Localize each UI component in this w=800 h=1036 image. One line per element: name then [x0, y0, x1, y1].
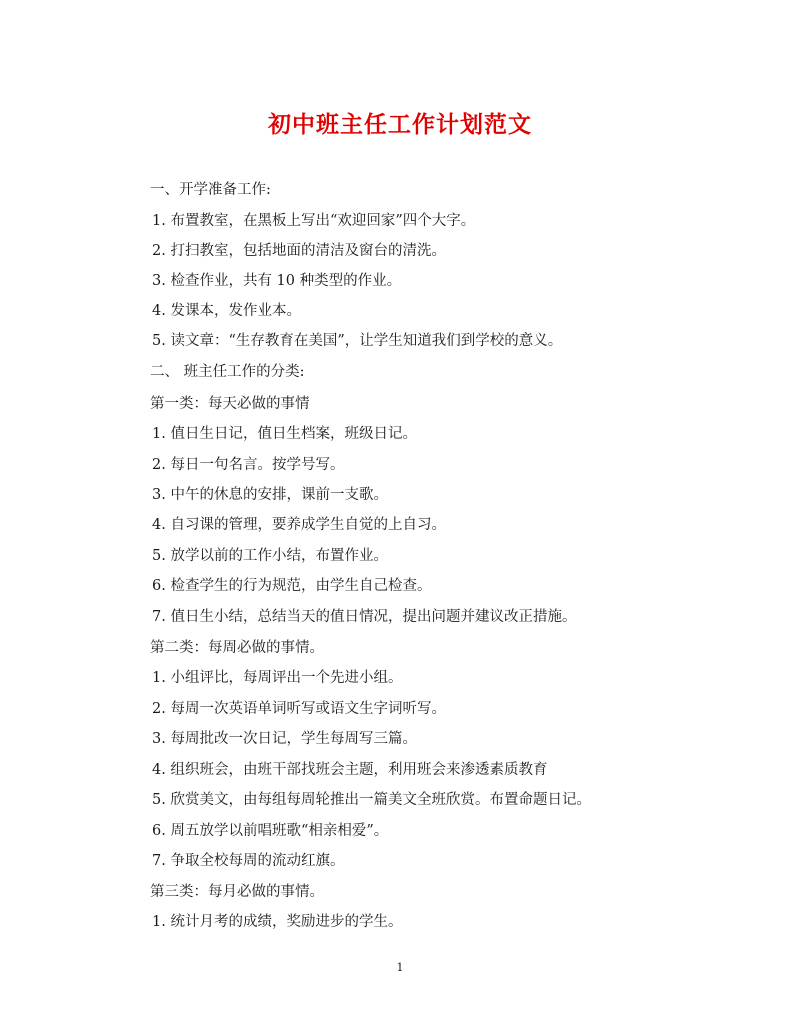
- list-item: 2. 打扫教室，包括地面的清洁及窗台的清洗。: [152, 243, 446, 259]
- category-heading-daily: 第一类：每天必做的事情: [150, 396, 310, 412]
- section-heading-1: 一、开学准备工作:: [150, 182, 271, 198]
- list-item: 3. 每周批改一次日记，学生每周写三篇。: [152, 731, 417, 747]
- list-item: 5. 欣赏美文，由每组每周轮推出一篇美文全班欣赏。布置命题日记。: [152, 792, 591, 808]
- section-heading-2: 二、 班主任工作的分类:: [150, 364, 305, 380]
- list-item: 1. 小组评比，每周评出一个先进小组。: [152, 670, 403, 686]
- list-item: 6. 周五放学以前唱班歌“相亲相爱”。: [152, 823, 389, 839]
- list-item: 3. 中午的休息的安排，课前一支歌。: [152, 487, 388, 503]
- list-item: 1. 值日生日记，值日生档案，班级日记。: [152, 426, 417, 442]
- list-item: 4. 组织班会，由班干部找班会主题，利用班会来渗透素质教育: [152, 762, 548, 778]
- list-item: 4. 发课本，发作业本。: [152, 303, 301, 319]
- list-item: 5. 读文章：“生存教育在美国”，让学生知道我们到学校的意义。: [152, 333, 563, 349]
- category-heading-monthly: 第三类：每月必做的事情。: [150, 884, 324, 900]
- list-item: 2. 每周一次英语单词听写或语文生字词听写。: [152, 701, 446, 717]
- list-item: 1. 布置教室，在黑板上写出“欢迎回家”四个大字。: [152, 213, 476, 229]
- list-item: 4. 自习课的管理，要养成学生自觉的上自习。: [152, 517, 446, 533]
- list-item: 6. 检查学生的行为规范，由学生自己检查。: [152, 578, 432, 594]
- list-item: 1. 统计月考的成绩，奖励进步的学生。: [152, 914, 403, 930]
- document-title: 初中班主任工作计划范文: [268, 111, 532, 138]
- list-item: 3. 检查作业，共有 10 种类型的作业。: [152, 273, 402, 289]
- list-item: 2. 每日一句名言。按学号写。: [152, 457, 345, 473]
- list-item: 5. 放学以前的工作小结，布置作业。: [152, 548, 388, 564]
- category-heading-weekly: 第二类：每周必做的事情。: [150, 640, 324, 656]
- list-item: 7. 争取全校每周的流动红旗。: [152, 853, 345, 869]
- page-number: 1: [396, 961, 404, 974]
- list-item: 7. 值日生小结，总结当天的值日情况，提出问题并建议改正措施。: [152, 609, 577, 625]
